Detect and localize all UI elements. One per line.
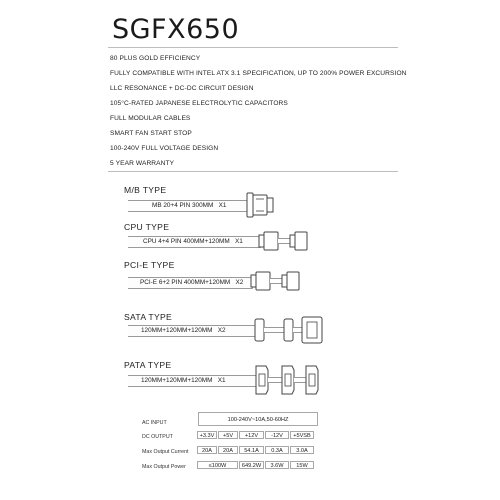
power-cell: 3.6W [265,461,289,469]
cable-spec-text: CPU 4+4 PIN 400MM+120MM [143,238,230,245]
feature-item: SMART FAN START STOP [110,130,192,137]
ac-input-label: AC INPUT [142,420,167,426]
feature-item: 80 PLUS GOLD EFFICIENCY [110,55,201,62]
title-divider [108,47,398,48]
cable-spec-text: PCI-E 6+2 PIN 400MM+120MM [140,279,231,286]
current-cell: 3.0A [290,446,314,454]
dc-output-label: DC OUTPUT [142,434,173,440]
power-cell: ≤100W [197,461,238,469]
current-cell: 0.3A [265,446,289,454]
rail-cell: +12V [239,431,264,439]
cable-type-label: CPU TYPE [124,222,170,232]
feature-item: FULL MODULAR CABLES [110,115,191,122]
cable-qty: X1 [217,377,226,384]
pcie-8pin-icon [250,270,310,292]
cable-qty: X2 [235,279,244,286]
cable-qty: X1 [235,238,243,245]
current-cell: 54.1A [239,446,264,454]
atx-24pin-icon [246,192,276,218]
spec-table [140,410,400,480]
cable-type-label: PATA TYPE [124,360,172,370]
sata-icon [254,314,326,346]
rail-cell: +5V [218,431,238,439]
power-cell: 15W [290,461,314,469]
cable-spec [141,376,226,386]
cable-spec [152,201,226,211]
feature-item: FULLY COMPATIBLE WITH INTEL ATX 3.1 SPECIFICATION, UP TO 200% POWER EXCURSION [110,70,407,77]
max-current-label: Max Output Current [142,449,189,455]
cable-qty: X1 [218,202,227,209]
rail-cell: -12V [265,431,289,439]
cable-spec [143,237,243,247]
power-cell: 649.2W [239,461,264,469]
cable-type-label: SATA TYPE [124,312,173,322]
product-title: SGFX650 [112,14,240,45]
cable-spec-text: MB 20+4 PIN 300MM [152,202,214,209]
current-cell: 20A [197,446,217,454]
cable-qty: X2 [217,327,226,334]
molex-icon [254,360,326,400]
current-cell: 20A [218,446,238,454]
feature-item: 5 YEAR WARRANTY [110,160,175,167]
cable-spec [141,326,226,336]
features-divider [108,171,398,172]
feature-item: LLC RESONANCE + DC-DC CIRCUIT DESIGN [110,85,254,92]
eps-8pin-icon [258,230,318,252]
rail-cell: +5VSB [290,431,314,439]
cable-spec-text: 120MM+120MM+120MM [141,327,213,334]
ac-input-value: 100-240V~10A,50-60HZ [198,412,318,426]
cable-spec-text: 120MM+120MM+120MM [141,377,213,384]
feature-item: 105°C-RATED JAPANESE ELECTROLYTIC CAPACITORS [110,100,288,107]
max-power-label: Max Output Power [142,464,186,470]
cable-type-label: PCI-E TYPE [124,260,175,270]
cable-type-label: M/B TYPE [124,185,167,195]
cable-spec [140,278,243,288]
rail-cell: +3.3V [197,431,217,439]
feature-item: 100-240V FULL VOLTAGE DESIGN [110,145,219,152]
